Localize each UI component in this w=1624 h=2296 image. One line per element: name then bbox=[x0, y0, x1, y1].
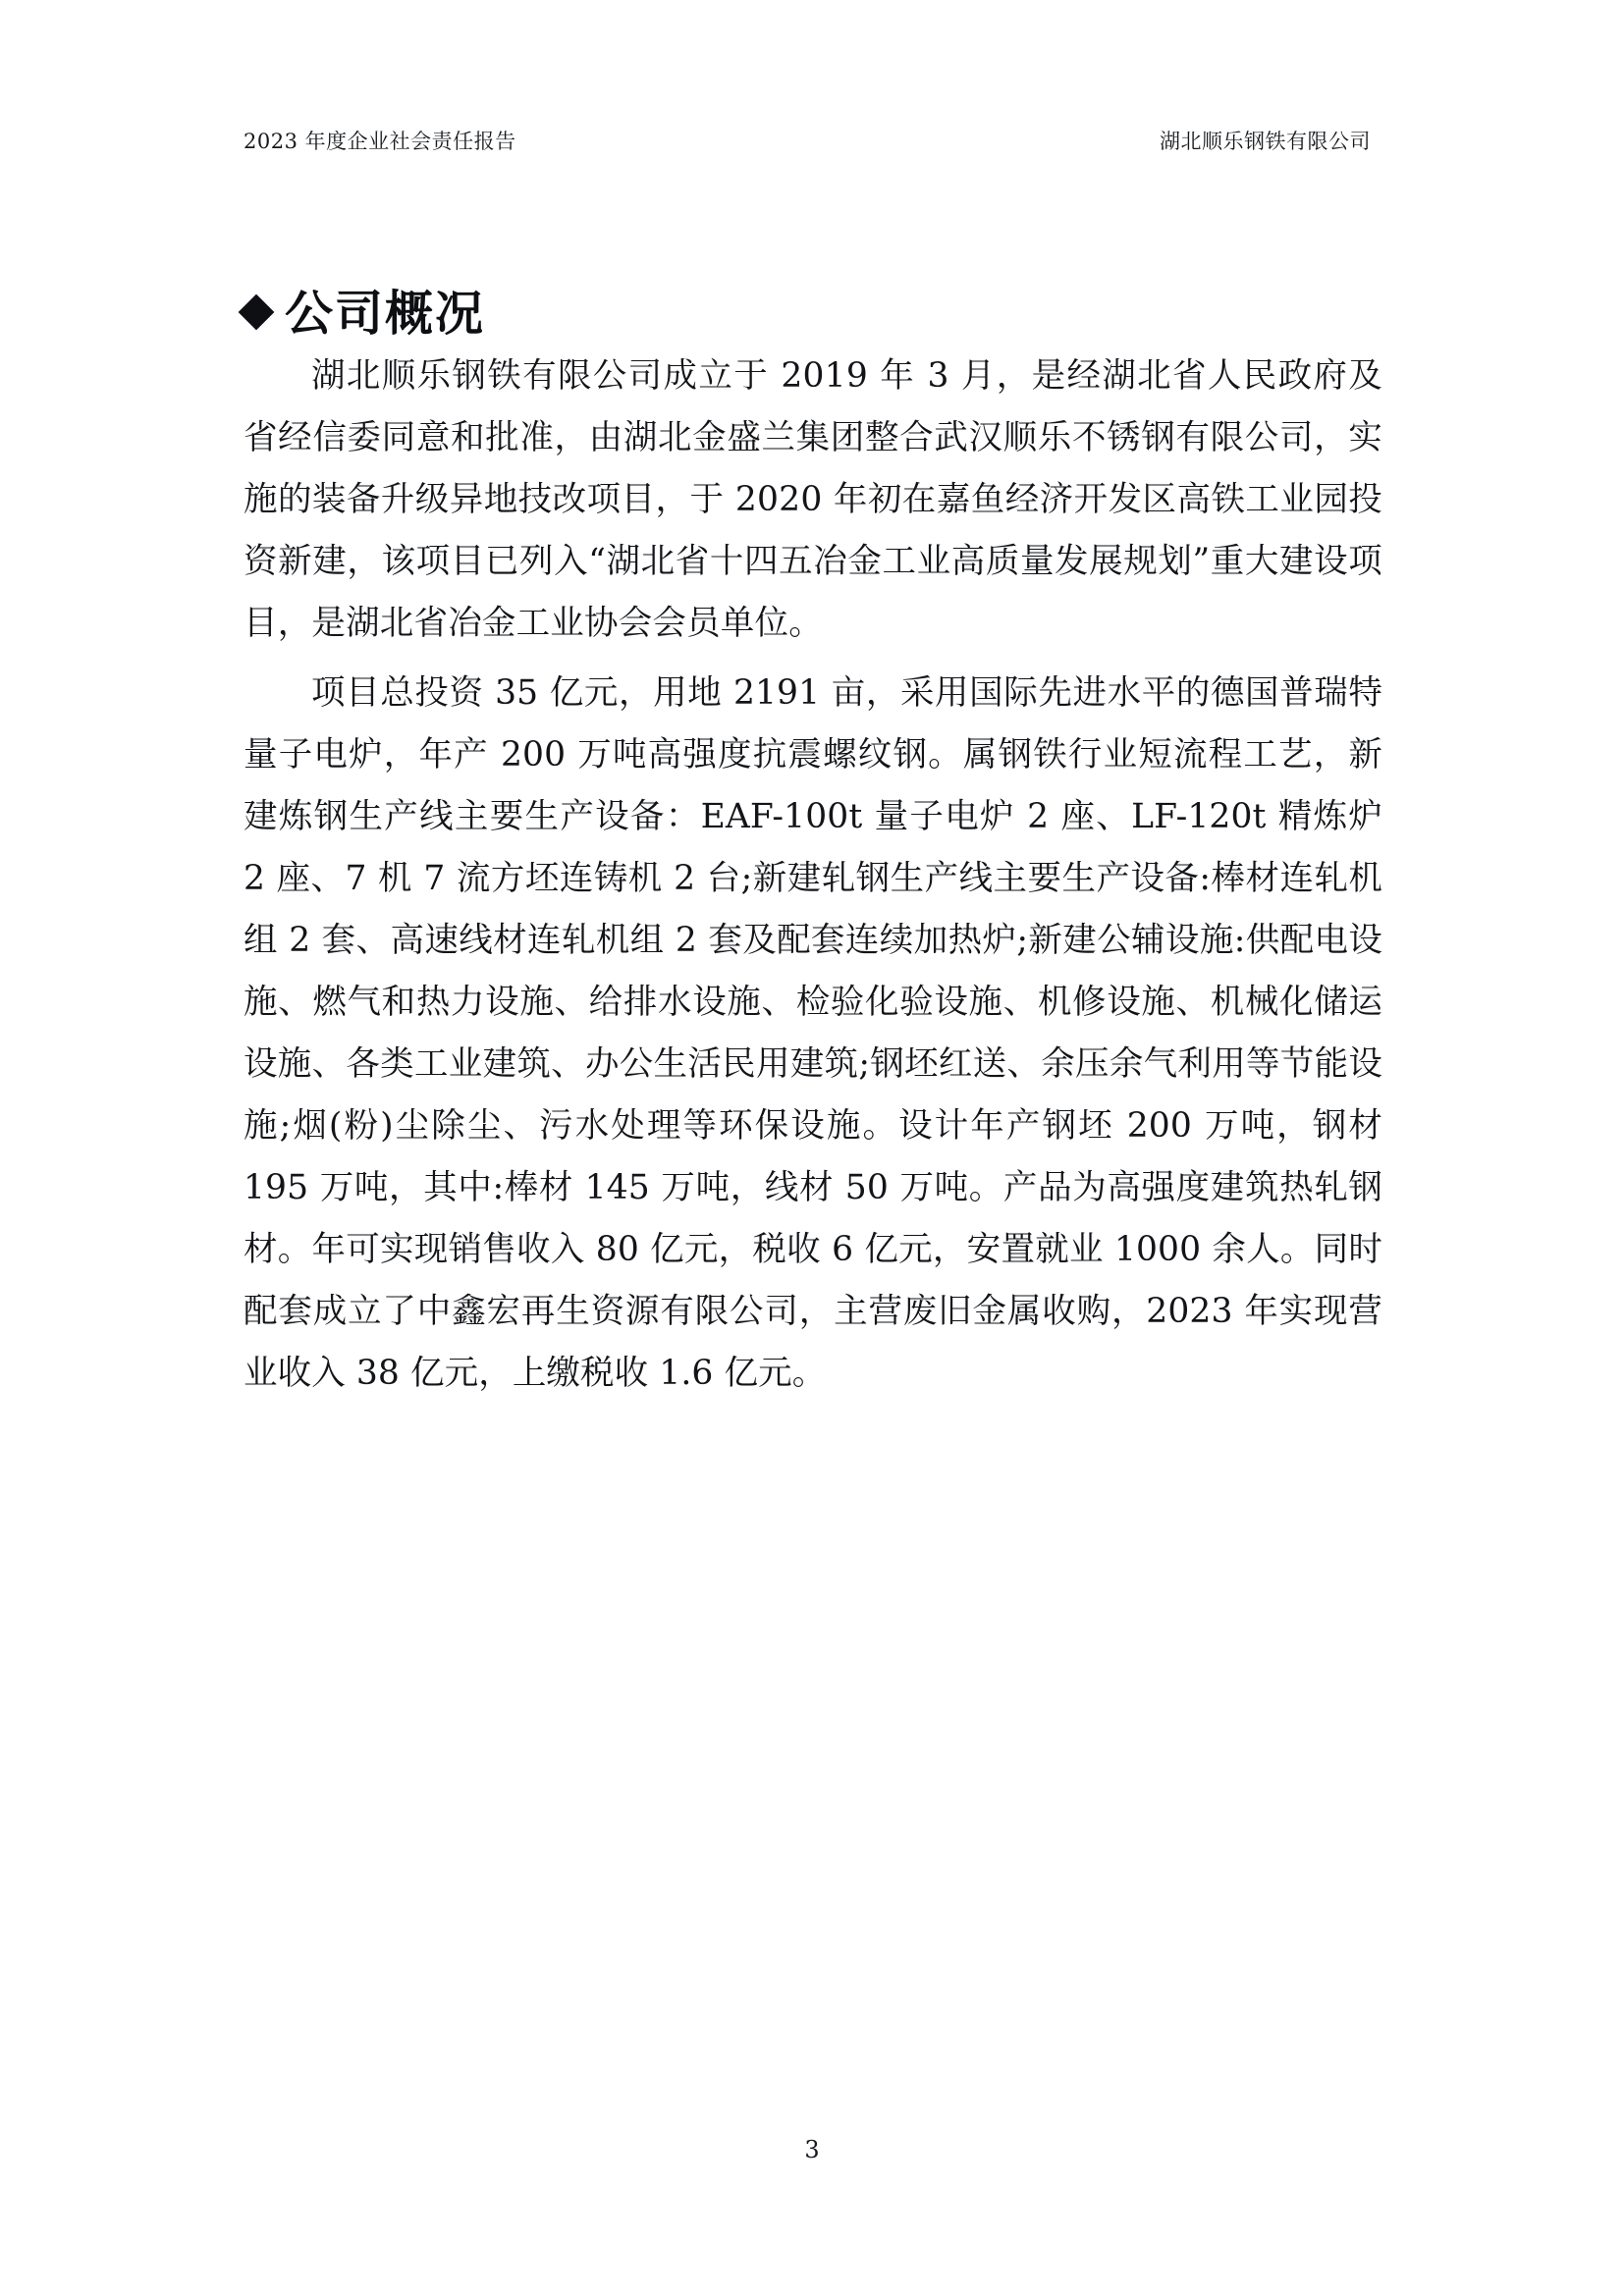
paragraph-project-details: 项目总投资 35 亿元，用地 2191 亩，采用国际先进水平的德国普瑞特量子电炉，年产 200 万吨高强度抗震螺纹钢。属钢铁行业短流程工艺，新建炼钢生产线主要生产设备：EAF-100t 量子电炉 2 座、LF-120t 精炼炉 2 座、7 机 7 流方坯连铸机 2 台;新建轧钢生产线主要生产设备:棒材连轧机组 2 套、高速线材连轧机组 2 套及配套连续加热炉;新建公辅设施:供配电设施、燃气和热力设施、给排水设施、检验化验设施、机修设施、机械化储运设施、各类工业建筑、办公生活民用建筑;钢坯红送、余压余气利用等节能设施;烟(粉)尘除尘、污水处理等环保设施。设计年产钢坯 200 万吨，钢材 195 万吨，其中:棒材 145 万吨，线材 50 万吨。产品为高强度建筑热轧钢材。年可实现销售收入 80 亿元，税收 6 亿元，安置就业 1000 余人。同时配套成立了中鑫宏再生资源有限公司，主营废旧金属收购，2023 年实现营业收入 38 亿元，上缴税收 1.6 亿元。 bbox=[244, 673, 1382, 1393]
diamond-bullet-icon bbox=[239, 294, 275, 330]
paragraph-company-overview: 湖北顺乐钢铁有限公司成立于 2019 年 3 月，是经湖北省人民政府及省经信委同意和批准，由湖北金盛兰集团整合武汉顺乐不锈钢有限公司，实施的装备升级异地技改项目，于 2020 年初在嘉鱼经济开发区高铁工业园投资新建，该项目已列入“湖北省十四五冶金工业高质量发展规划”重大建设项目，是湖北省冶金工业协会会员单位。 bbox=[244, 356, 1382, 643]
page-number: 3 bbox=[804, 2136, 820, 2163]
header-divider bbox=[244, 157, 1380, 158]
header-report-title: 2023 年度企业社会责任报告 bbox=[244, 130, 516, 153]
section-title-text: 公司概况 bbox=[285, 284, 486, 342]
body-content bbox=[244, 346, 1382, 1411]
page-header bbox=[244, 116, 1380, 155]
page-title bbox=[244, 276, 485, 345]
header-company-name: 湖北顺乐钢铁有限公司 bbox=[1160, 130, 1371, 153]
